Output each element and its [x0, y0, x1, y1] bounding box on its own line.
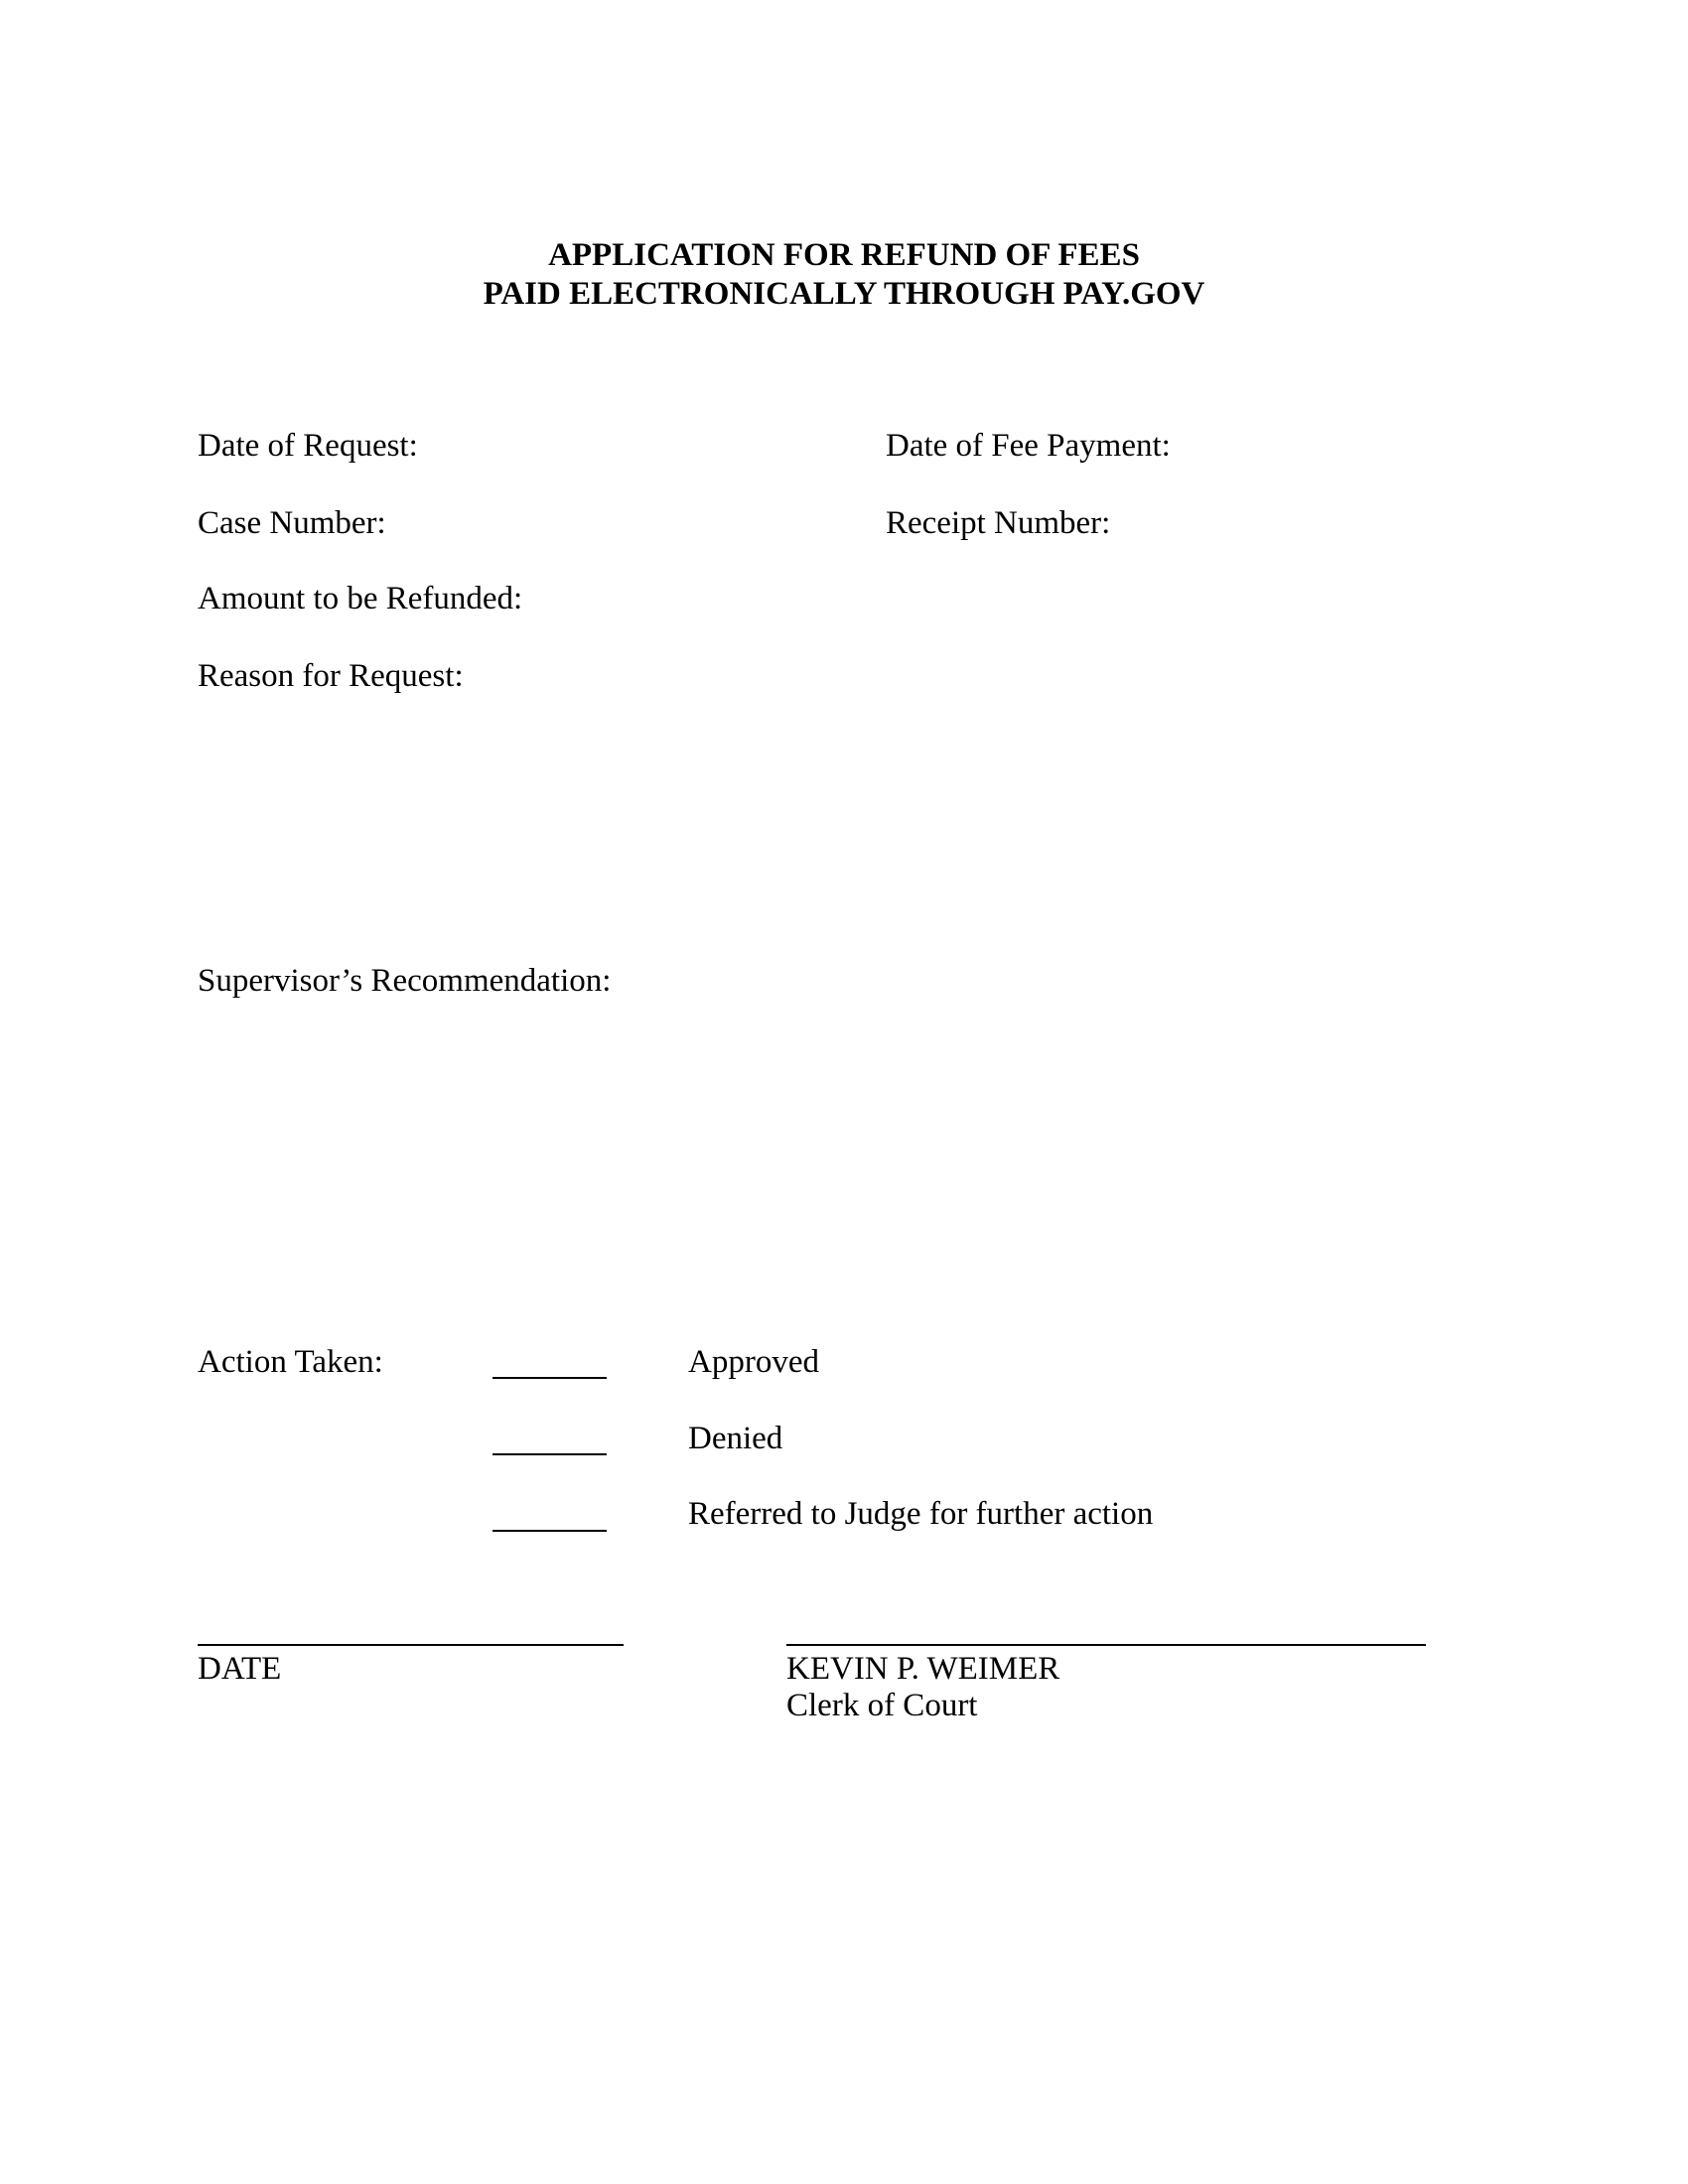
referred-option-label: Referred to Judge for further action — [688, 1496, 1154, 1532]
referred-checkbox-line[interactable] — [492, 1530, 607, 1532]
action-taken-label: Action Taken: — [198, 1344, 383, 1380]
receipt-number-label: Receipt Number: — [886, 505, 1111, 541]
date-of-fee-payment-label: Date of Fee Payment: — [886, 428, 1171, 464]
date-of-request-label: Date of Request: — [198, 428, 418, 464]
form-title-line-1: APPLICATION FOR REFUND OF FEES — [548, 237, 1140, 273]
form-title-line-2: PAID ELECTRONICALLY THROUGH PAY.GOV — [483, 276, 1205, 312]
denied-checkbox-line[interactable] — [492, 1453, 607, 1455]
reason-for-request-label: Reason for Request: — [198, 658, 464, 694]
approved-checkbox-line[interactable] — [492, 1377, 607, 1379]
denied-option-label: Denied — [688, 1421, 783, 1456]
date-signature-line[interactable] — [198, 1644, 624, 1646]
clerk-name: KEVIN P. WEIMER — [786, 1651, 1060, 1687]
approved-option-label: Approved — [688, 1344, 819, 1380]
supervisors-recommendation-label: Supervisor’s Recommendation: — [198, 963, 612, 999]
amount-to-be-refunded-label: Amount to be Refunded: — [198, 581, 523, 616]
clerk-position: Clerk of Court — [786, 1688, 978, 1723]
case-number-label: Case Number: — [198, 505, 386, 541]
date-signature-label: DATE — [198, 1651, 282, 1687]
clerk-signature-line[interactable] — [786, 1644, 1426, 1646]
